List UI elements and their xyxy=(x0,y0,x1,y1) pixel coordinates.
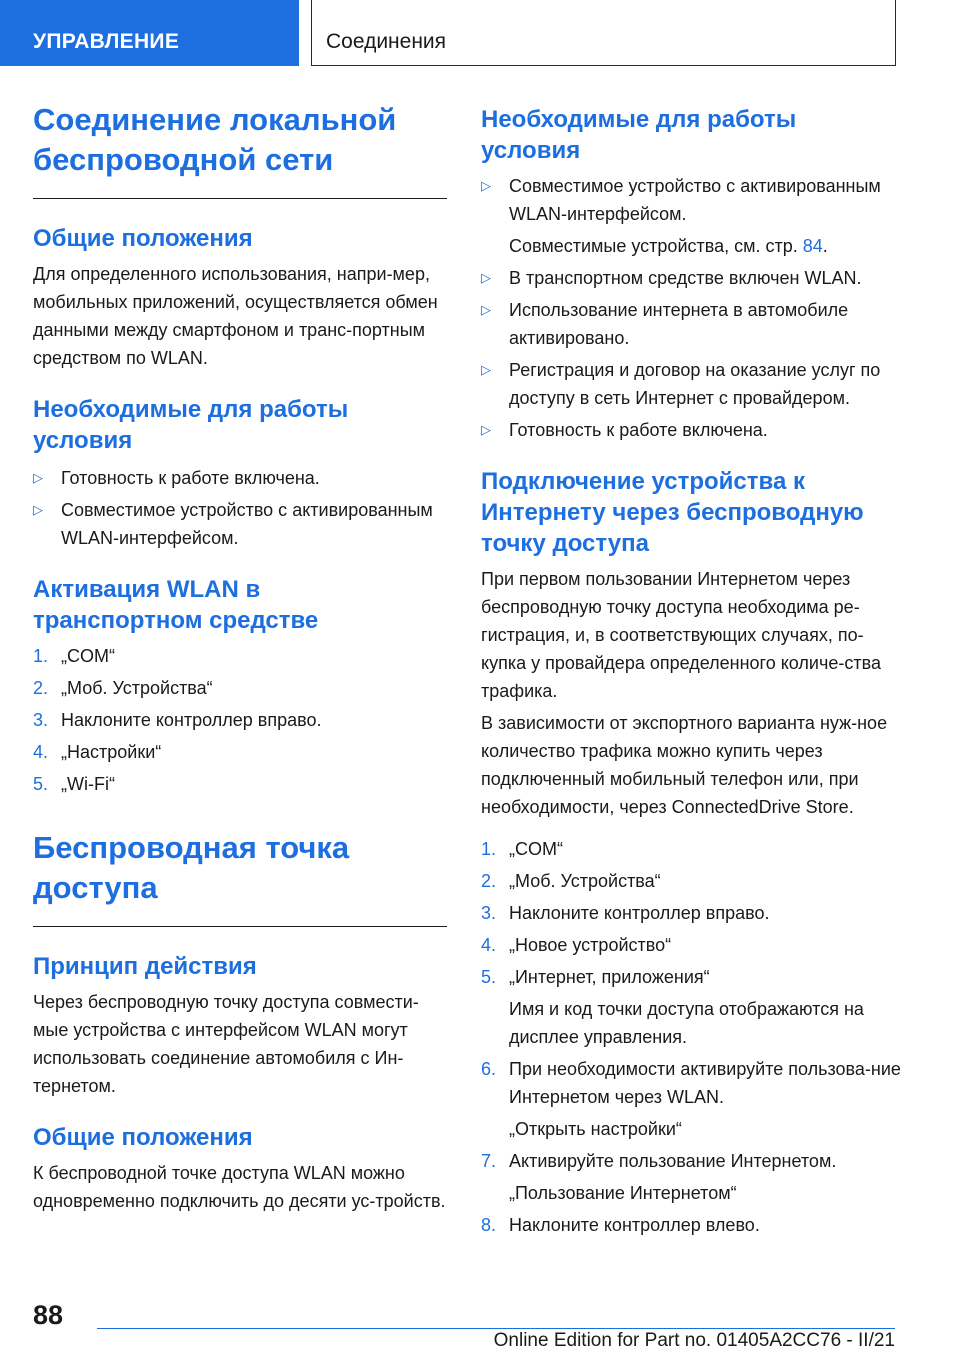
connect-text-1: При первом пользовании Интернетом через беспроводную точку доступа необходима ре-гистрация, и, в соответствующих случаях, по-купка у провайдера определенного количе-ства трафика. xyxy=(481,569,881,701)
footer-divider xyxy=(97,1328,895,1329)
triangle-bullet-icon: ▷ xyxy=(481,362,491,377)
right-column xyxy=(481,104,901,1239)
step-item: 5. „Интернет, приложения“ xyxy=(481,967,710,987)
triangle-bullet-icon: ▷ xyxy=(33,502,43,517)
list-item: ▷ Совместимое устройство с активированным WLAN-интерфейсом. xyxy=(481,172,901,228)
step-item: 5. „Wi-Fi“ xyxy=(33,774,115,794)
step-item: 4. „Настройки“ xyxy=(33,742,162,762)
connect-heading: Подключение устройства к Интернету через беспроводную точку доступа xyxy=(481,468,864,557)
header-topic-label: Соединения xyxy=(311,0,896,66)
triangle-bullet-icon: ▷ xyxy=(481,178,491,193)
activation-heading: Активация WLAN в транспортном средстве xyxy=(33,576,319,634)
step-item: 1. „COM“ xyxy=(33,646,115,666)
principle-text: Через беспроводную точку доступа совмести-мые устройства с интерфейсом WLAN могут использовать соединение автомобиля с Ин-тернетом. xyxy=(33,992,419,1096)
step-item: 3. Наклоните контроллер вправо. xyxy=(481,903,770,923)
list-item: ▷ Готовность к работе включена. xyxy=(33,464,447,492)
step-item: 4. „Новое устройство“ xyxy=(481,935,672,955)
requirements-heading: Необходимые для работы условия xyxy=(33,396,349,454)
hotspot-section-title: Беспроводная точка доступа xyxy=(33,830,350,905)
title-divider xyxy=(33,198,447,199)
general2-text: К беспроводной точке доступа WLAN можно одновременно подключить до десяти ус-тройств. xyxy=(33,1163,446,1211)
list-item: ▷ Регистрация и договор на оказание услуг по доступу в сеть Интернет с провайдером. xyxy=(481,356,901,412)
step-item: 8. Наклоните контроллер влево. xyxy=(481,1215,760,1235)
step-item: 2. „Моб. Устройства“ xyxy=(33,678,213,698)
step-note: „Пользование Интернетом“ xyxy=(509,1183,737,1203)
list-item: ▷ Совместимое устройство с активированным WLAN-интерфейсом. xyxy=(33,496,447,552)
step-item: 2. „Моб. Устройства“ xyxy=(481,871,661,891)
list-item: ▷ Готовность к работе включена. xyxy=(481,416,901,444)
list-item-note: Совместимые устройства, см. стр. 84. xyxy=(509,236,828,256)
step-item: 1. „COM“ xyxy=(481,839,563,859)
general2-heading: Общие положения xyxy=(33,1124,253,1151)
principle-heading: Принцип действия xyxy=(33,953,257,980)
list-item: ▷ Использование интернета в автомобиле активировано. xyxy=(481,296,901,352)
hotspot-divider xyxy=(33,926,447,927)
triangle-bullet-icon: ▷ xyxy=(33,470,43,485)
triangle-bullet-icon: ▷ xyxy=(481,422,491,437)
list-item: ▷ В транспортном средстве включен WLAN. xyxy=(481,264,901,292)
wlan-section-title: Соединение локальной беспроводной сети xyxy=(33,102,397,177)
step-item: 3. Наклоните контроллер вправо. xyxy=(33,710,322,730)
step-item: 7. Активируйте пользование Интернетом. xyxy=(481,1151,837,1171)
left-column xyxy=(33,100,447,1215)
step-note: „Открыть настройки“ xyxy=(509,1119,682,1139)
triangle-bullet-icon: ▷ xyxy=(481,302,491,317)
general-heading: Общие положения xyxy=(33,225,253,252)
step-note: Имя и код точки доступа отображаются на дисплее управления. xyxy=(509,999,864,1047)
general-text: Для определенного использования, напри-мер, мобильных приложений, осуществляется обмен данными между смартфоном и транс-портным средством по WLAN. xyxy=(33,264,438,368)
edition-footer: Online Edition for Part no. 01405A2CC76 - II/21 xyxy=(493,1330,895,1351)
page-ref-link[interactable]: 84 xyxy=(802,236,823,256)
header-section-label: УПРАВЛЕНИЕ xyxy=(0,0,299,66)
step-item: 6. При необходимости активируйте пользова-ние Интернетом через WLAN. xyxy=(481,1059,901,1107)
right-requirements-heading: Необходимые для работы условия xyxy=(481,106,797,164)
triangle-bullet-icon: ▷ xyxy=(481,270,491,285)
page-number: 88 xyxy=(33,1300,64,1330)
connect-text-2: В зависимости от экспортного варианта нуж-ное количество трафика можно купить через подключенный мобильный телефон или, при необходимости, через ConnectedDrive Store. xyxy=(481,713,888,817)
